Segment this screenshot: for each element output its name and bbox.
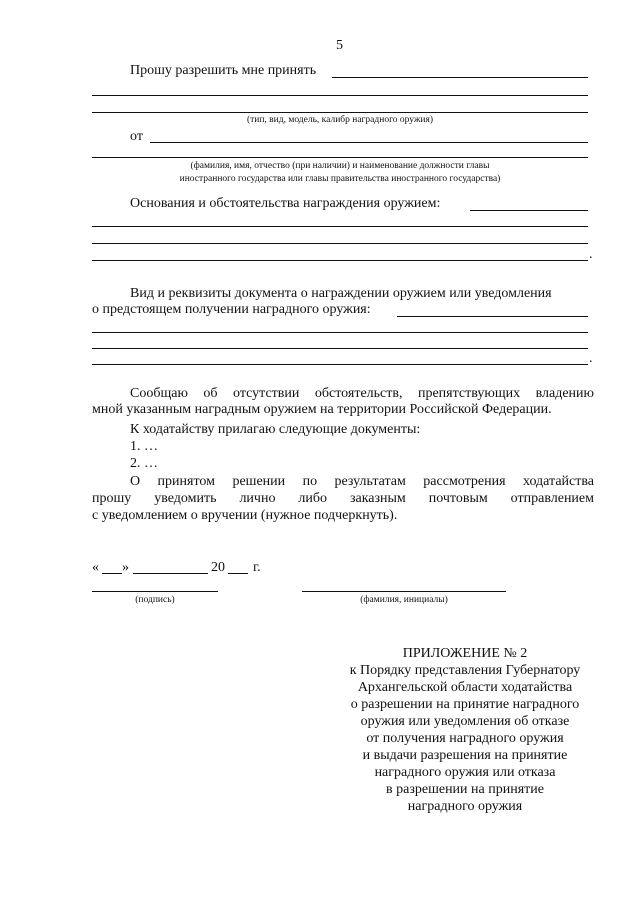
request-prompt: Прошу разрешить мне принять — [130, 63, 317, 78]
day-input-line — [102, 573, 122, 574]
document-input-line-3 — [92, 348, 588, 349]
document-input-line-2 — [92, 332, 588, 333]
person-caption-1: (фамилия, имя, отчество (при наличии) и наименование должности главы — [190, 161, 490, 171]
document-input-line-4 — [92, 364, 588, 365]
grounds-input-line-2 — [92, 226, 588, 227]
appendix-line: оружия или уведомления об отказе — [360, 714, 570, 729]
appendix-line: наградного оружия — [407, 799, 523, 814]
month-input-line — [133, 573, 208, 574]
weapon-input-line-3 — [92, 112, 588, 113]
decision-line-2: прошу уведомить лично либо заказным почтовым отправлением — [92, 491, 594, 506]
grounds-label: Основания и обстоятельства награждения оружием: — [130, 196, 441, 211]
decision-line-1: О принятом решении по результатам рассмотрения ходатайства — [130, 474, 594, 489]
grounds-input-line-3 — [92, 243, 588, 244]
year-prefix: 20 — [211, 560, 225, 575]
document-input-line — [397, 316, 588, 317]
appendix-title: ПРИЛОЖЕНИЕ № 2 — [402, 646, 528, 661]
statement-line-2: мной указанным наградным оружием на территории Российской Федерации. — [92, 402, 552, 417]
document-end-mark: . — [589, 351, 593, 366]
person-caption-2: иностранного государства или главы правительства иностранного государства) — [179, 174, 501, 184]
appendix-line: к Порядку представления Губернатору — [349, 663, 581, 678]
appendix-line: наградного оружия или отказа — [374, 765, 556, 780]
grounds-end-mark: . — [589, 247, 593, 262]
statement-line-1: Сообщаю об отсутствии обстоятельств, препятствующих владению — [130, 386, 594, 401]
weapon-input-line-2 — [92, 95, 588, 96]
appendix-line: Архангельской области ходатайства — [357, 680, 573, 695]
attachment-item-1: 1. … — [130, 439, 158, 454]
signature-line — [92, 591, 218, 592]
appendix-line: от получения наградного оружия — [366, 731, 564, 746]
name-caption: (фамилия, инициалы) — [360, 595, 448, 605]
appendix-line: в разрешении на принятие — [386, 782, 544, 797]
weapon-input-line — [332, 77, 588, 78]
grounds-input-line-4 — [92, 260, 588, 261]
grounds-input-line — [470, 210, 588, 211]
weapon-caption: (тип, вид, модель, калибр наградного оружия) — [246, 115, 434, 125]
page-number: 5 — [336, 38, 343, 53]
appendix-line: и выдачи разрешения на принятие — [362, 748, 568, 763]
from-label: от — [130, 129, 143, 144]
signature-caption: (подпись) — [135, 595, 175, 605]
date-close-quote: » — [122, 560, 129, 575]
year-suffix: г. — [253, 560, 261, 575]
name-line — [302, 591, 506, 592]
from-input-line-2 — [92, 157, 588, 158]
appendix-line: о разрешении на принятие наградного — [350, 697, 580, 712]
attachment-item-2: 2. … — [130, 456, 158, 471]
from-input-line — [150, 142, 588, 143]
document-line-2: о предстоящем получении наградного оружия: — [92, 302, 371, 317]
appendix-block — [330, 645, 600, 815]
attachments-label: К ходатайству прилагаю следующие документы: — [130, 422, 421, 437]
date-open-quote: « — [92, 560, 99, 575]
decision-line-3: с уведомлением о вручении (нужное подчеркнуть). — [92, 508, 398, 523]
document-line-1: Вид и реквизиты документа о награждении оружием или уведомления — [130, 286, 552, 301]
year-input-line — [228, 573, 248, 574]
